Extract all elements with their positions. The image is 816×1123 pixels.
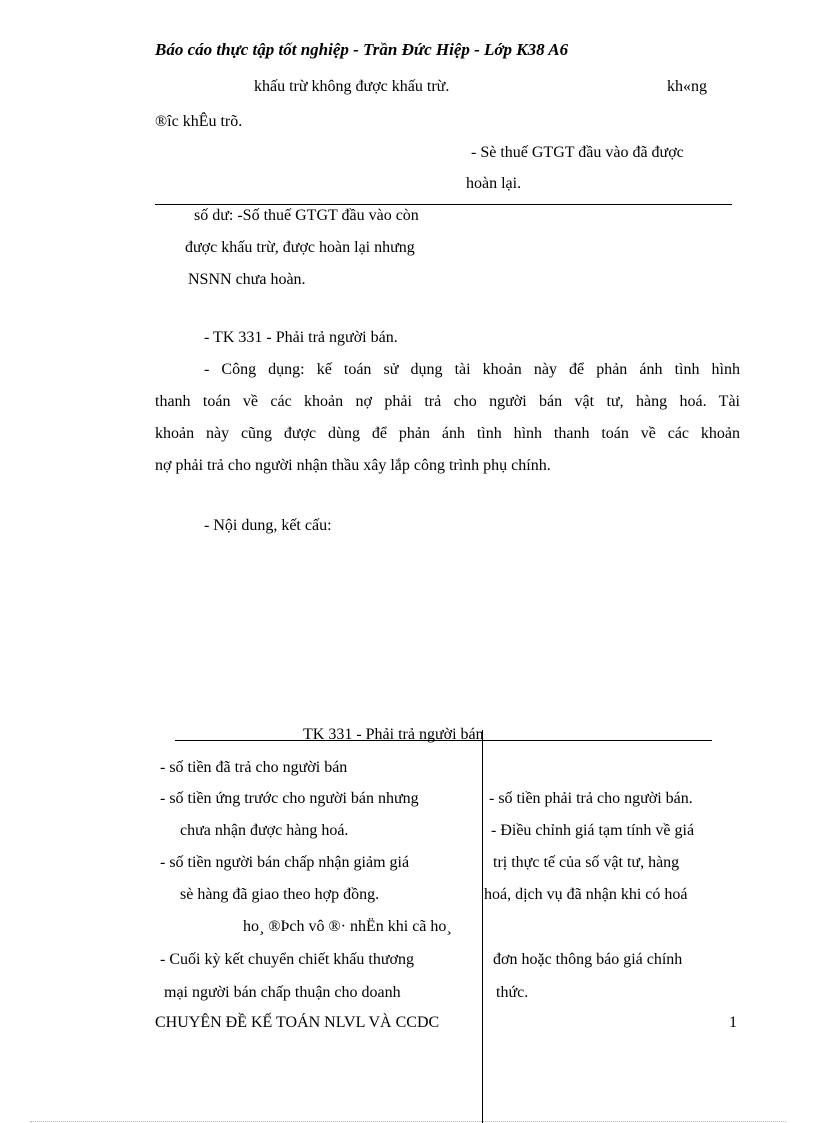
account-heading: - TK 331 - Phải trả người bán. (204, 329, 398, 346)
t-account-title: TK 331 - Phải trả người bán (303, 726, 484, 743)
top-table-row1-right: kh«ng (667, 78, 707, 95)
credit-line-1: - số tiền phải trả cho người bán. (489, 790, 693, 807)
usage-line-3: khoản này cũng được dùng để phản ánh tình hình thanh toán về các khoản (155, 425, 740, 442)
credit-line-5: đơn hoặc thông báo giá chính (493, 951, 683, 968)
footer-topic: CHUYÊN ĐỀ KẾ TOÁN NLVL VÀ CCDC (155, 1014, 440, 1031)
credit-line-3: trị thực tế của số vật tư, hàng (493, 854, 680, 871)
footer-page-number: 1 (729, 1014, 737, 1031)
page-header-title: Báo cáo thực tập tốt nghiệp - Trần Đức Hiệp - Lớp K38 A6 (155, 40, 569, 59)
debit-line-8: mại người bán chấp thuận cho doanh (164, 984, 401, 1001)
debit-line-1: - số tiền đã trả cho người bán (160, 759, 348, 776)
usage-line-2: thanh toán về các khoản nợ phải trả cho người bán vật tư, hàng hoá. Tài (155, 393, 740, 410)
top-table-divider (155, 204, 732, 205)
usage-line-4: nợ phải trả cho người nhận thầu xây lắp công trình phụ chính. (155, 457, 551, 474)
debit-line-6: ho¸ ®Þch vô ®· nhËn khi cã ho¸ (243, 918, 452, 935)
debit-line-2: - số tiền ứng trước cho người bán nhưng (160, 790, 419, 807)
balance-line-2: được khấu trừ, được hoàn lại nhưng (185, 239, 415, 256)
credit-line-6: thức. (496, 984, 529, 1001)
balance-line-3: NSNN chưa hoàn. (188, 271, 306, 288)
t-account-divider (482, 730, 483, 1123)
debit-line-7: - Cuối kỳ kết chuyển chiết khấu thương (160, 951, 414, 968)
top-table-row3-right: - Sè thuế GTGT đầu vào đã được (471, 144, 684, 161)
credit-line-4: hoá, dịch vụ đã nhận khi có hoá (484, 886, 688, 903)
debit-line-4: - số tiền người bán chấp nhận giảm giá (160, 854, 410, 871)
top-table-row2-left: ®îc khÊu trõ. (155, 113, 243, 130)
balance-line-1: số dư: -Số thuế GTGT đầu vào còn (194, 207, 419, 224)
page-bottom-border (30, 1121, 786, 1122)
credit-line-2: - Điều chỉnh giá tạm tính về giá (491, 822, 695, 839)
top-table-row1-left: khấu trừ không được khấu trừ. (254, 78, 450, 95)
structure-label: - Nội dung, kết cấu: (204, 517, 332, 534)
top-table-row4-right: hoàn lại. (466, 175, 522, 192)
debit-line-5: sè hàng đã giao theo hợp đồng. (180, 886, 380, 903)
usage-line-1: - Công dụng: kế toán sử dụng tài khoản này để phản ánh tình hình (204, 361, 740, 378)
debit-line-3: chưa nhận được hàng hoá. (180, 822, 349, 839)
